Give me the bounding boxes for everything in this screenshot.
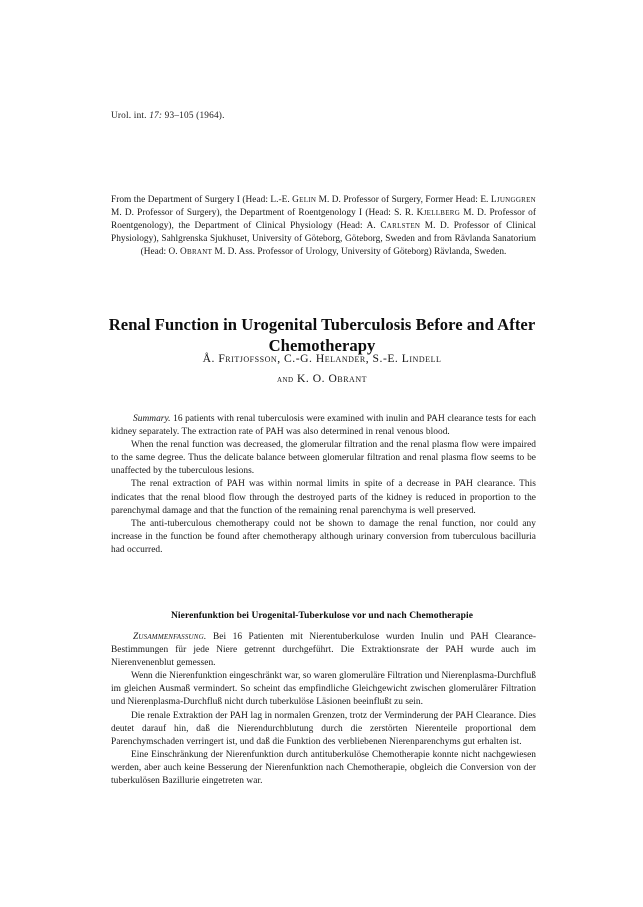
abstract-english bbox=[111, 413, 536, 557]
summary-label: Summary. bbox=[133, 414, 171, 424]
abstract-en-paragraph-3: The renal extraction of PAH was within normal limits in spite of a decrease in PAH clearance. This indicates that the renal blood flow through the destroyed parts of the kidney is reduced in proportion to the parenchymal damage and that the function of the remaining renal parenchyma is well preserved. bbox=[111, 479, 536, 516]
author-list bbox=[76, 349, 568, 389]
author-name-smallcaps: Ljunggren bbox=[490, 195, 536, 205]
author-line-2 bbox=[76, 369, 568, 390]
author-name-smallcaps: Obrant bbox=[180, 247, 213, 258]
journal-volume: 17: bbox=[149, 111, 163, 121]
journal-name: Urol. int. bbox=[111, 111, 150, 121]
abstract-de-paragraph-3: Die renale Extraktion der PAH lag in normalen Grenzen, trotz der Verminderung der PAH Clearance. Dies deutet darauf hin, daß die Nierendurchblutung durch die zerstörten Nierenteile proportional dem Parenchymschaden verringert ist, und daß die Funktion des verbliebenen Nierenparenchyms gut erhalten ist. bbox=[111, 710, 536, 747]
abstract-en-paragraph-1 bbox=[111, 413, 536, 439]
abstract-en-text-1: 16 patients with renal tuberculosis were examined with inulin and PAH clearance tests for each kidney separately. The extraction rate of PAH was also determined in renal venous blood. bbox=[111, 414, 536, 438]
page-title: Renal Function in Urogenital Tuberculosis Before and After Chemotherapy bbox=[108, 315, 536, 356]
abstract-de-paragraph-1 bbox=[111, 631, 536, 670]
abstract-de-paragraph-2: Wenn die Nierenfunktion eingeschränkt war, so waren glomeruläre Filtration und Nierenplasma-Durchfluß im gleichen Ausmaß vermindert. So scheint das empfindliche Gleichgewicht zwischen glomerulärer Filtration und Nierenplasma-Durchfluß nicht durch tuberkulöse Läsionen beeinflußt zu sein. bbox=[111, 671, 536, 708]
german-section-heading: Nierenfunktion bei Urogenital-Tuberkulose vor und nach Chemotherapie bbox=[171, 611, 473, 621]
abstract-en-paragraph-2: When the renal function was decreased, the glomerular filtration and the renal plasma flow were impaired to the same degree. Thus the delicate balance between glomerular filtration and renal plasma flow seems to be unaffected by the tuberculous lesions. bbox=[111, 440, 536, 477]
author-name-obrant: K. O. Obrant bbox=[296, 371, 368, 385]
zusammenfassung-label: Zusammenfassung. bbox=[133, 632, 207, 642]
author-conjunction: and bbox=[276, 373, 294, 385]
author-line-1: Å. Fritjofsson, C.-G. Helander, S.-E. Lindell bbox=[202, 352, 442, 365]
abstract-de-text-1: Bei 16 Patienten mit Nierentuberkulose wurden Inulin und PAH Clearance-Bestimmungen für jede Niere getrennt durchgeführt. Die Extraktionsrate der PAH wurde auch im Nierenvenenblut gemessen. bbox=[111, 632, 536, 669]
author-name-smallcaps: Gelin bbox=[292, 195, 317, 205]
author-name-smallcaps: Kjellberg bbox=[416, 208, 461, 219]
abstract-german bbox=[111, 631, 536, 788]
abstract-en-paragraph-4: The anti-tuberculous chemotherapy could not be shown to damage the renal function, nor could any increase in the function be found after chemotherapy although urinary conversion from tuberculous bacilluria had occurred. bbox=[111, 518, 536, 555]
journal-citation bbox=[111, 110, 536, 122]
abstract-de-paragraph-4: Eine Einschränkung der Nierenfunktion durch antituberkulöse Chemotherapie konnte nicht nachgewiesen werden, aber auch keine Besserung der Nierenfunktion nach Chemotherapie, obgleich die Conversion von der tuberkulösen Bazillurie eingetreten war. bbox=[111, 749, 536, 787]
author-name-smallcaps: Carlsten bbox=[380, 221, 421, 232]
affiliation-block: From the Department of Surgery I (Head: L.-E. Gelin M. D. Professor of Surgery, Former Head: E. Ljunggren M. D. Professor of Surgery), the Department of Roentgenology I (Head: S. R. Kjellberg M. D. Professor of Roentgenology), the Department of Clinical Physiology (Head: A. Carlsten M. D. Professor of Clinical Physiology), Sahlgrenska Sjukhuset, University of Göteborg, Göteborg, Sweden and from Rävlanda Sanatorium (Head: O. Obrant M. D. Ass. Professor of Urology, University of Göteborg) Rävlanda, Sweden. bbox=[111, 195, 536, 258]
journal-pages-year: 93–105 (1964). bbox=[162, 111, 225, 121]
